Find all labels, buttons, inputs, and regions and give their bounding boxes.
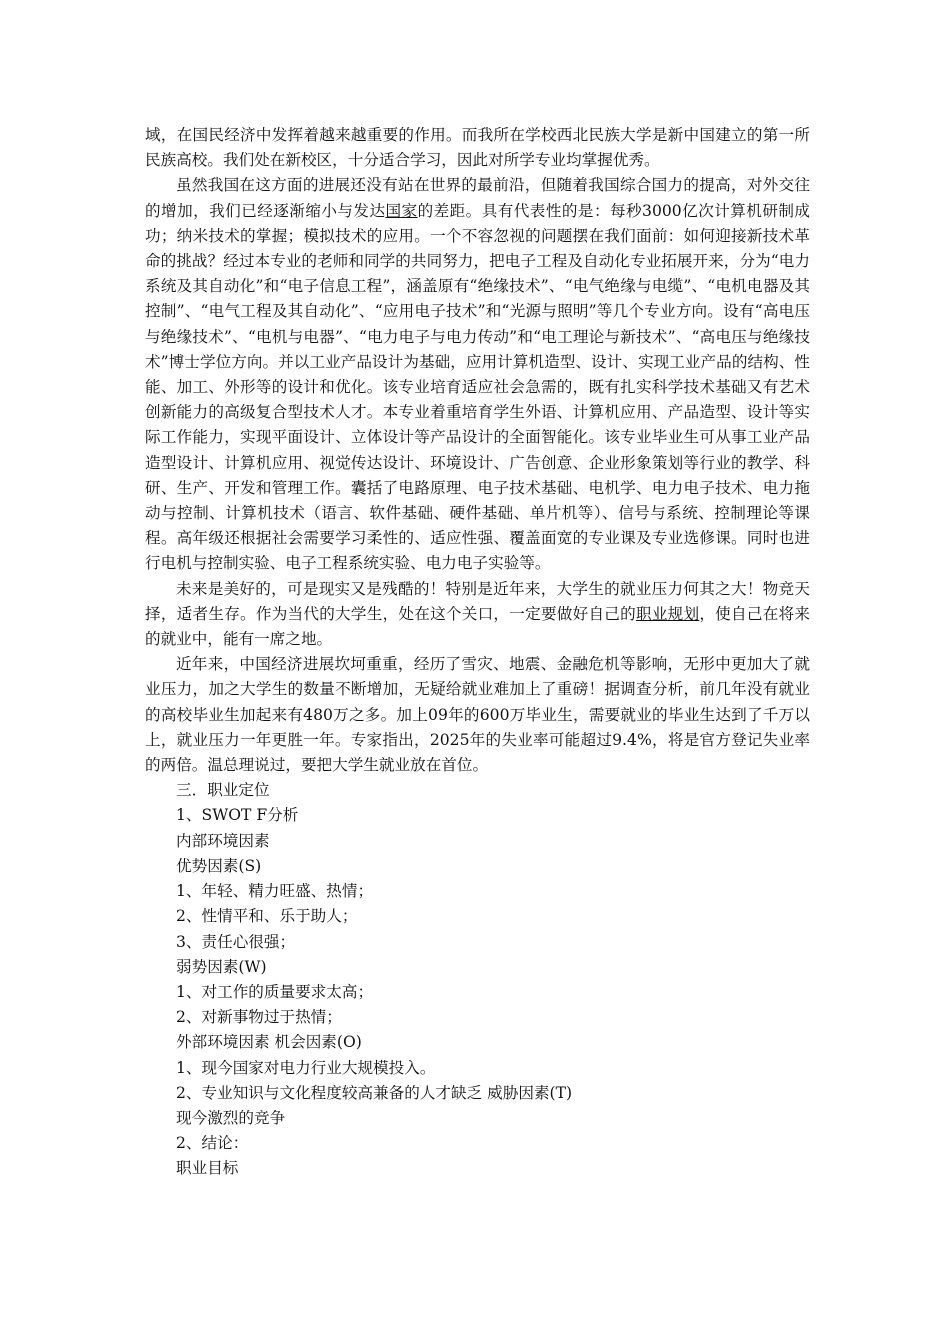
list-item: 现今激烈的竞争 <box>176 1108 286 1127</box>
list-item: 3、责任心很强； <box>176 932 296 951</box>
paragraph-major <box>145 173 810 576</box>
list-item: 1、对工作的质量要求太高； <box>176 982 374 1001</box>
paragraph-major-text-b: 的差距。具有代表性的是：每秒3000亿次计算机研制成功；纳米技术的掌握；模拟技术的应用。一个不容忽视的问题摆在我们面前：如何迎接新技术革命的挑战？经过本专业的老师和同学的共同努力，把电子工程及自动化专业拓展开来，分为“电力系统及其自动化”和“电子信息工程”，涵盖原有“绝缘技术”、“电气绝缘与电缆”、“电机电器及其控制”、“电气工程及其自动化”、“应用电子技术”和“光源与照明”等几个专业方向。设有“高电压与绝缘技术”、“电机与电器”、“电力电子与电力传动”和“电工理论与新技术”、“高电压与绝缘技术”博士学位方向。并以工业产品设计为基础，应用计算机造型、设计、实现工业产品的结构、性能、加工、外形等的设计和优化。该专业培育适应社会急需的，既有扎实科学技术基础又有艺术创新能力的高级复合型技术人才。本专业着重培育学生外语、计算机应用、产品造型、设计等实际工作能力，实现平面设计、立体设计等产品设计的全面智能化。该专业毕业生可从事工业产品造型设计、计算机应用、视觉传达设计、环境设计、广告创意、企业形象策划等行业的教学、科研、生产、开发和管理工作。囊括了电路原理、电子技术基础、电机学、电力电子技术、电力拖动与控制、计算机技术（语言、软件基础、硬件基础、单片机等）、信号与系统、控制理论等课程。高年级还根据社会需要学习柔性的、适应性强、覆盖面宽的专业课及专业选修课。同时也进行电机与控制实验、电子工程系统实验、电力电子实验等。 <box>145 201 810 573</box>
link-country[interactable]: 国家 <box>385 201 418 220</box>
label-weaknesses: 弱势因素(W) <box>176 957 267 976</box>
heading-career-positioning: 三．职业定位 <box>176 781 270 800</box>
document-page <box>145 123 810 1182</box>
label-external-opportunities: 外部环境因素 机会因素(O) <box>176 1033 362 1052</box>
paragraph-major-text-a: 虽然我国在这方面的进展还没有站在世界的最前沿，但随着我国综合国力的提高，对外交往的增加，我们已经逐渐缩小与发达 <box>145 176 810 220</box>
label-strengths: 优势因素(S) <box>176 856 262 875</box>
list-item: 1、年轻、精力旺盛、热情； <box>176 882 374 901</box>
heading-swot: 1、SWOT F分析 <box>176 806 299 825</box>
heading-conclusion: 2、结论： <box>176 1134 249 1153</box>
link-career-planning[interactable]: 职业规划 <box>635 604 700 623</box>
label-career-goal: 职业目标 <box>176 1159 239 1178</box>
list-item: 2、性情平和、乐于助人； <box>176 907 358 926</box>
paragraph-future-text-a: 未来是美好的，可是现实又是残酷的！特别是近年来，大学生的就业压力何其之大！物竞天择，适者生存。作为当代的大学生，处在这个关口，一定要做好自己的 <box>145 579 810 623</box>
paragraph-employment: 近年来，中国经济进展坎坷重重，经历了雪灾、地震、金融危机等影响，无形中更加大了就业压力，加之大学生的数量不断增加，无疑给就业难加上了重磅！据调查分析，前几年没有就业的高校毕业生加起来有480万之多。加上09年的600万毕业生，需要就业的毕业生达到了千万以上，就业压力一年更胜一年。专家指出，2025年的失业率可能超过9.4%，将是官方登记失业率的两倍。温总理说过，要把大学生就业放在首位。 <box>145 655 810 775</box>
list-item: 2、专业知识与文化程度较高兼备的人才缺乏 威胁因素(T) <box>176 1083 573 1102</box>
paragraph-future <box>145 577 810 653</box>
paragraph-future-text-b: ，使自己在将来的就业中，能有一席之地。 <box>145 604 810 649</box>
list-item: 1、现今国家对电力行业大规模投入。 <box>176 1058 436 1077</box>
list-item: 2、对新事物过于热情； <box>176 1008 342 1027</box>
label-internal-factors: 内部环境因素 <box>176 831 270 850</box>
paragraph-intro: 域，在国民经济中发挥着越来越重要的作用。而我所在学校西北民族大学是新中国建立的第一所民族高校。我们处在新校区，十分适合学习，因此对所学专业均掌握优秀。 <box>145 126 810 170</box>
